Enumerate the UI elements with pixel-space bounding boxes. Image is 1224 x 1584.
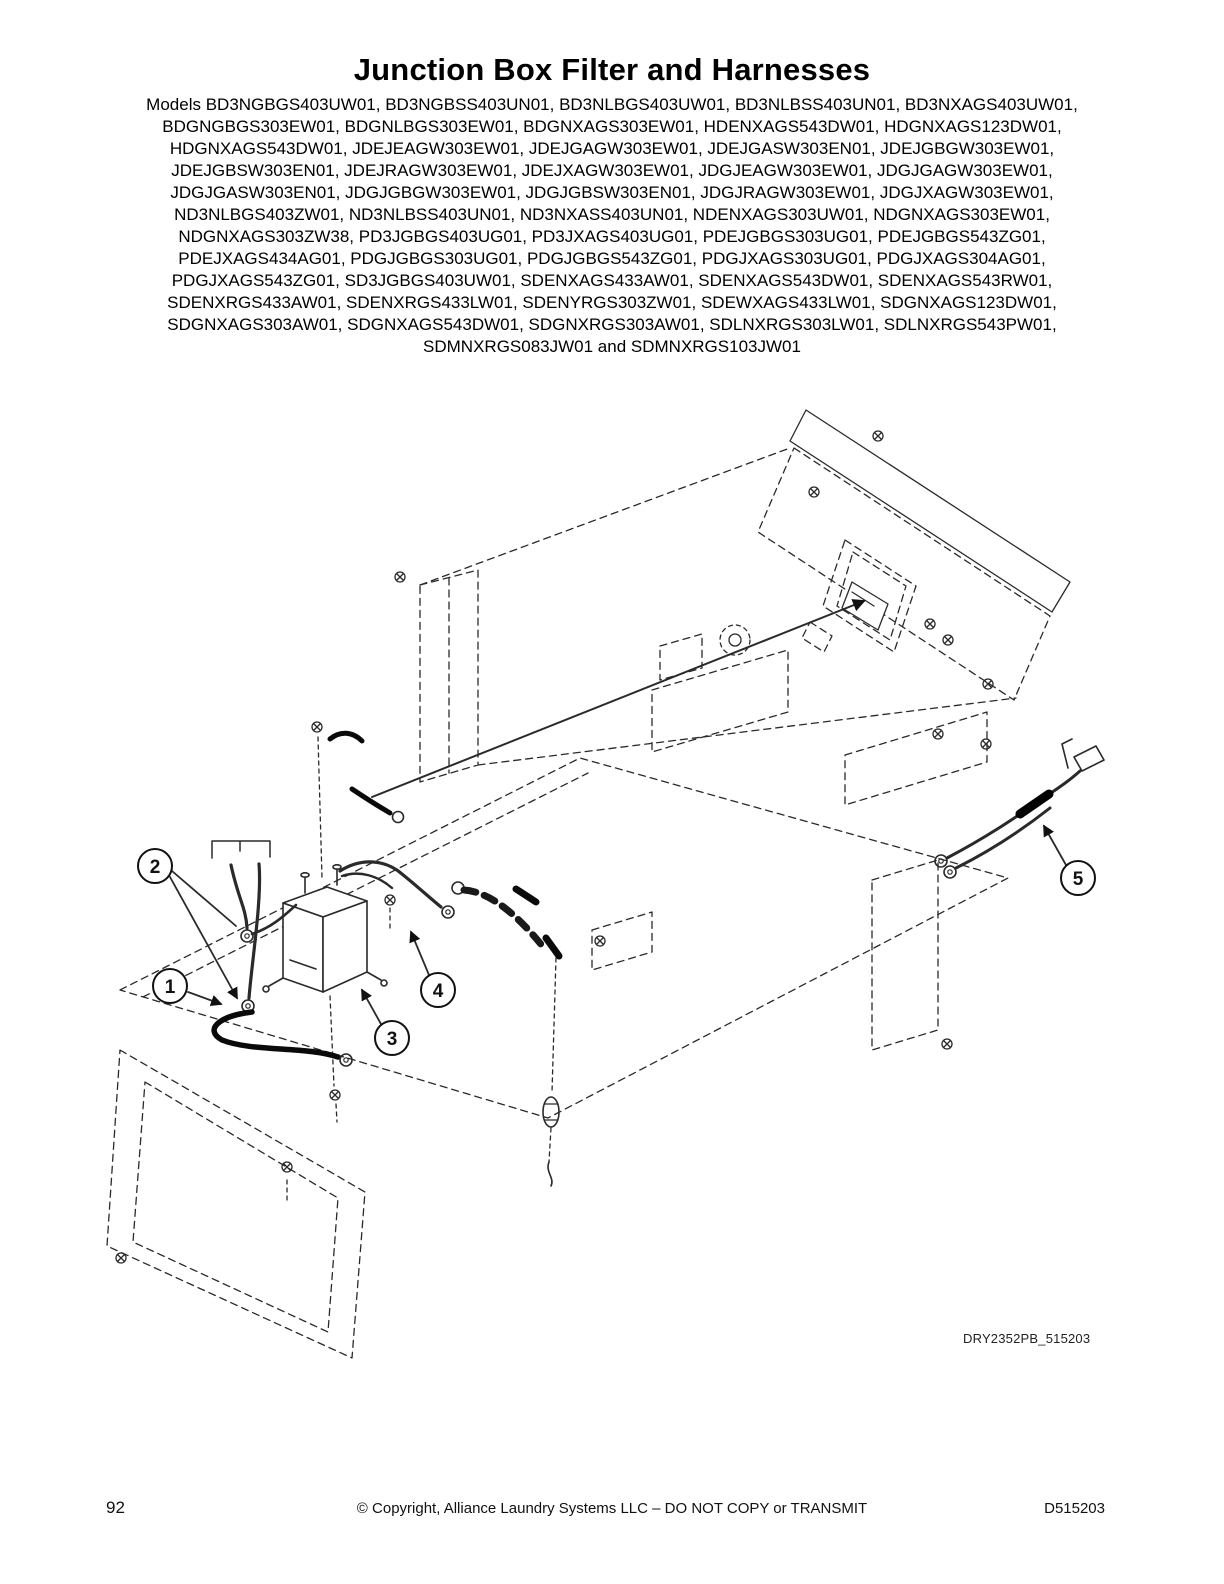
models-line: PDEJXAGS434AG01, PDGJGBGS303UG01, PDGJGBGS543ZG01, PDGJXAGS303UG01, PDGJXAGS304AG01, [178,249,1046,268]
page-number: 92 [106,1498,125,1517]
exploded-parts-diagram [0,395,1224,1405]
callout-4-label: 4 [432,981,444,1002]
diagram-area [0,395,1224,1405]
callout-3 [362,990,409,1055]
models-line: PDGJXAGS543ZG01, SD3JGBGS403UW01, SDENXAGS433AW01, SDENXAGS543DW01, SDENXAGS543RW01, [171,271,1053,290]
models-line: BDGNGBGS303EW01, BDGNLBGS303EW01, BDGNXAGS303EW01, HDENXAGS543DW01, HDGNXAGS123DW01, [162,117,1062,136]
models-line: JDEJGBSW303EN01, JDEJRAGW303EW01, JDEJXAGW303EW01, JDGJEAGW303EW01, JDGJGAGW303EW01, [171,161,1053,180]
screw-icon [809,431,993,749]
rear-console-drawing [420,410,1070,765]
models-line: JDGJGASW303EN01, JDGJGBGW303EW01, JDGJGBSW303EN01, JDGJRAGW303EW01, JDGJXAGW303EW01, [170,183,1054,202]
models-line: SDENXRGS433AW01, SDENXRGS433LW01, SDENYRGS303ZW01, SDEWXAGS433LW01, SDGNXAGS123DW01, [167,293,1057,312]
models-line: SDGNXAGS303AW01, SDGNXAGS543DW01, SDGNXRGS303AW01, SDLNXRGS303LW01, SDLNXRGS543PW01, [167,315,1057,334]
callout-3-label: 3 [386,1029,398,1050]
cabinet-structure-drawing [107,570,1008,1358]
models-line: Models BD3NGBGS403UW01, BD3NGBSS403UN01, BD3NLBGS403UW01, BD3NLBSS403UN01, BD3NXAGS403UW01, [146,95,1078,114]
callout-4 [411,932,455,1007]
models-line: ND3NLBGS403ZW01, ND3NLBSS403UN01, ND3NXASS403UN01, NDENXAGS303UW01, NDGNXAGS303EW01, [174,205,1050,224]
doc-code: D515203 [1044,1500,1105,1517]
pointer-line [372,601,864,797]
models-list [0,94,1224,358]
models-line: SDMNXRGS083JW01 and SDMNXRGS103JW01 [423,337,801,356]
models-line: HDGNXAGS543DW01, JDEJEAGW303EW01, JDEJGAGW303EW01, JDEJGASW303EN01, JDEJGBGW303EW01, [169,139,1055,158]
callout-1-label: 1 [164,977,176,998]
screw-icon [116,572,952,1263]
page-title: Junction Box Filter and Harnesses [353,52,871,87]
callout-2-label: 2 [149,857,161,878]
diagram-reference-code: DRY2352PB_515203 [963,1331,1091,1346]
callout-2 [138,849,237,998]
copyright-text: © Copyright, Alliance Laundry Systems LLC – DO NOT COPY or TRANSMIT [356,1500,868,1517]
page-footer [0,1496,1224,1536]
callout-5-label: 5 [1072,869,1084,890]
models-line: NDGNXAGS303ZW38, PD3JGBGS403UG01, PD3JXAGS403UG01, PDEJGBGS303UG01, PDEJGBGS543ZG01, [178,227,1046,246]
callout-5 [1044,826,1095,895]
